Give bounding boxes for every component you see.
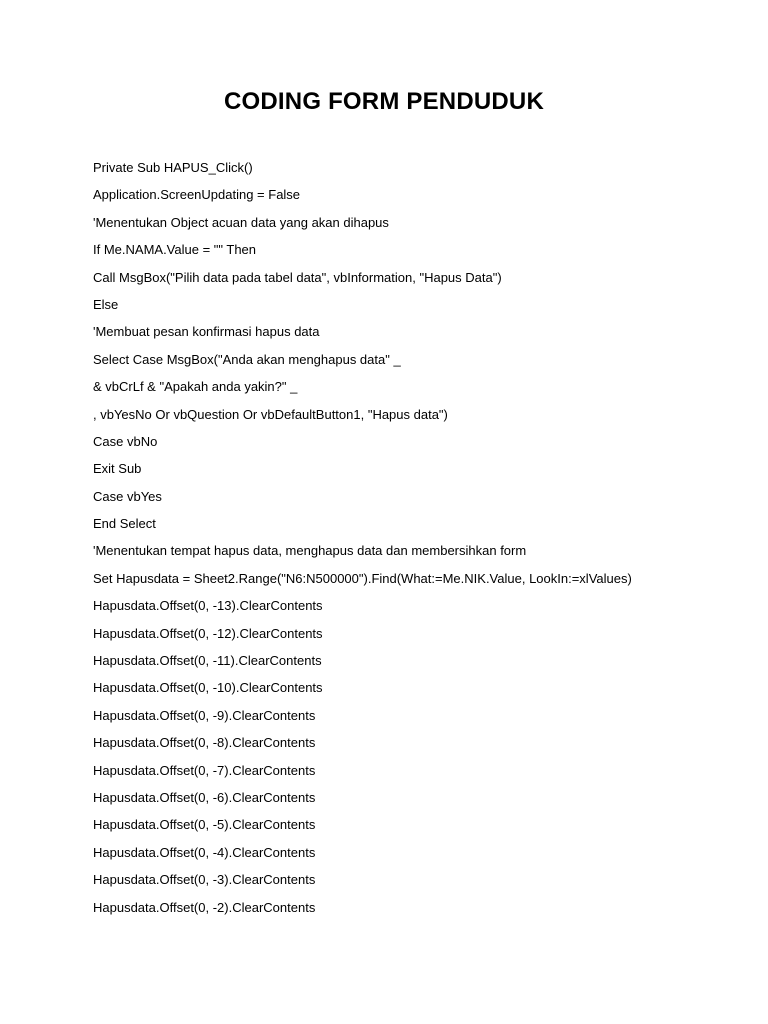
code-line: Case vbYes bbox=[93, 488, 162, 504]
code-line: Hapusdata.Offset(0, -6).ClearContents bbox=[93, 789, 316, 805]
code-line: Hapusdata.Offset(0, -3).ClearContents bbox=[93, 872, 316, 888]
code-line: Hapusdata.Offset(0, -7).ClearContents bbox=[93, 762, 316, 778]
code-line: Case vbNo bbox=[93, 433, 158, 449]
code-line: Select Case MsgBox("Anda akan menghapus data" _ bbox=[93, 351, 401, 367]
code-listing bbox=[93, 158, 632, 925]
code-line: End Select bbox=[93, 516, 156, 532]
code-line: Private Sub HAPUS_Click() bbox=[93, 160, 253, 175]
code-line: Hapusdata.Offset(0, -2).ClearContents bbox=[93, 899, 316, 915]
code-line: Call MsgBox("Pilih data pada tabel data", vbInformation, "Hapus Data") bbox=[93, 269, 502, 285]
code-line: If Me.NAMA.Value = "" Then bbox=[93, 242, 257, 258]
code-line: Application.ScreenUpdating = False bbox=[93, 187, 301, 203]
code-line: Else bbox=[93, 296, 119, 312]
code-line: 'Membuat pesan konfirmasi hapus data bbox=[93, 324, 320, 340]
code-line: Hapusdata.Offset(0, -9).ClearContents bbox=[93, 707, 316, 723]
code-line: & vbCrLf & "Apakah anda yakin?" _ bbox=[93, 379, 298, 395]
code-line: Hapusdata.Offset(0, -13).ClearContents bbox=[93, 598, 323, 614]
page-title: CODING FORM PENDUDUK bbox=[224, 88, 544, 115]
code-line: Hapusdata.Offset(0, -10).ClearContents bbox=[93, 680, 323, 696]
code-line: Hapusdata.Offset(0, -8).ClearContents bbox=[93, 735, 316, 751]
code-line: Hapusdata.Offset(0, -11).ClearContents bbox=[93, 653, 322, 669]
code-line: Set Hapusdata = Sheet2.Range("N6:N500000").Find(What:=Me.NIK.Value, LookIn:=xlValues) bbox=[93, 570, 632, 586]
code-line: , vbYesNo Or vbQuestion Or vbDefaultButton1, "Hapus data") bbox=[93, 406, 448, 422]
code-line: Hapusdata.Offset(0, -5).ClearContents bbox=[93, 817, 316, 833]
code-line: Exit Sub bbox=[93, 461, 142, 477]
code-line: Hapusdata.Offset(0, -12).ClearContents bbox=[93, 625, 323, 641]
code-line: 'Menentukan tempat hapus data, menghapus data dan membersihkan form bbox=[93, 543, 527, 559]
code-line: 'Menentukan Object acuan data yang akan dihapus bbox=[93, 214, 389, 230]
code-line: Hapusdata.Offset(0, -4).ClearContents bbox=[93, 844, 316, 860]
